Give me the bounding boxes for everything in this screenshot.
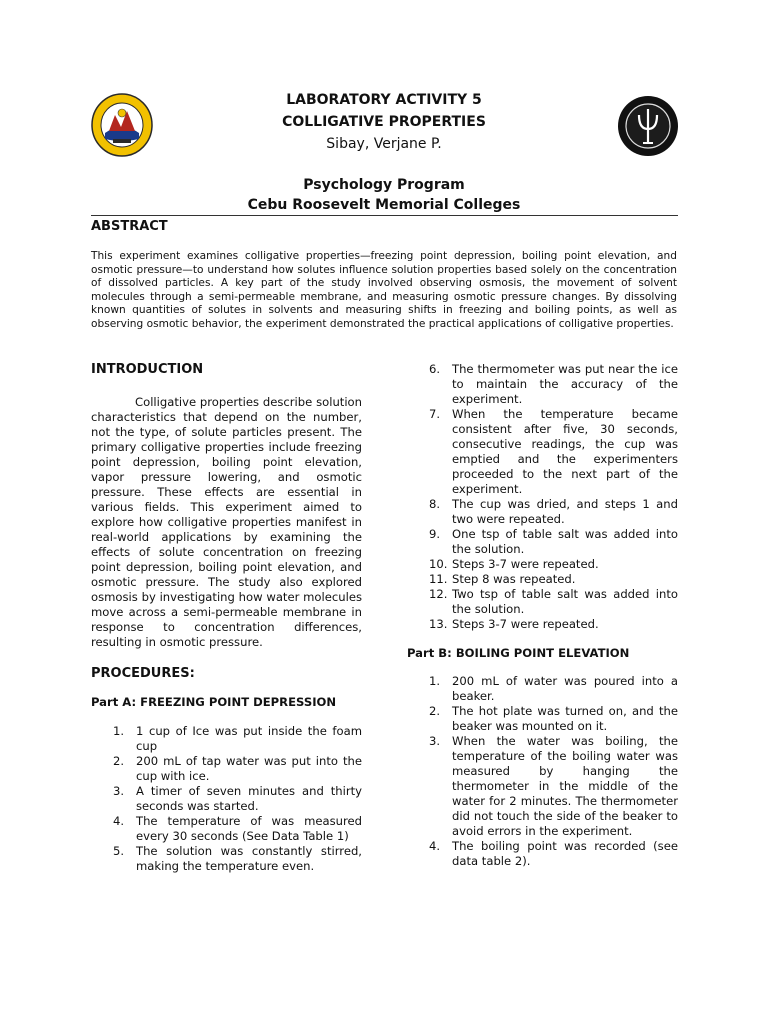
step-text: 200 mL of tap water was put into the cup with ice. [136,754,362,783]
step-number: 6. [429,362,441,376]
step-text: The temperature of was measured every 30 seconds (See Data Table 1) [136,814,362,843]
procedure-step [407,704,678,734]
step-text: Two tsp of table salt was added into the solution. [452,587,678,616]
step-text: 200 mL of water was poured into a beaker. [452,674,678,703]
part-a-steps-left [91,724,362,874]
step-text: Step 8 was repeated. [452,572,576,586]
step-text: The boiling point was recorded (see data table 2). [452,839,678,868]
procedure-step [91,784,362,814]
step-text: The thermometer was put near the ice to maintain the accuracy of the experiment. [452,362,678,406]
procedure-step [407,407,678,497]
part-a-steps-right [407,362,678,632]
right-column [407,362,678,869]
school-name: Cebu Roosevelt Memorial Colleges [247,197,521,213]
step-number: 5. [113,844,125,858]
part-a-heading: Part A: FREEZING POINT DEPRESSION [91,695,337,709]
part-b-steps [407,674,678,869]
abstract-heading: ABSTRACT [91,219,168,234]
procedure-step [407,497,678,527]
left-column [91,362,362,874]
step-text: The solution was constantly stirred, making the temperature even. [136,844,362,873]
step-number: 9. [429,527,441,541]
procedure-step [407,674,678,704]
procedure-step [407,362,678,407]
step-number: 11. [429,572,448,586]
procedure-step [91,814,362,844]
step-number: 1. [113,724,125,738]
procedure-step [407,557,678,572]
introduction-text: Colligative properties describe solution characteristics that depend on the number, not the type, of solute particles present. The primary colligative properties include freezing point depression, boiling point elevation, vapor pressure lowering, and osmotic pressure. These effects are essential in various fields. This experiment aimed to explore how colligative properties manifest in real-world applications by examining the effects of solute concentration on freezing point depression, boiling point elevation, and osmotic pressure. The study also explored osmosis by investigating how water molecules move across a semi-permeable membrane in response to concentration differences, resulting in osmotic pressure. [91,395,362,649]
step-number: 4. [429,839,441,853]
psychology-seal-logo [617,95,679,157]
lab-title: LABORATORY ACTIVITY 5 [286,92,482,108]
step-number: 4. [113,814,125,828]
step-text: The hot plate was turned on, and the beaker was mounted on it. [452,704,678,733]
step-number: 3. [429,734,441,748]
abstract-text: This experiment examines colligative properties—freezing point depression, boiling point elevation, and osmotic pressure—to understand how solutes influence solution properties based solely on the concentration of dissolved particles. A key part of the study involved observing osmosis, the movement of solvent molecules through a semi-permeable membrane, and measuring osmotic pressure changes. By dissolving known quantities of solutes in solvents and measuring shifts in freezing and boiling points, as well as observing osmotic behavior, the experiment demonstrated the practical applications of colligative properties. [91,250,677,330]
step-number: 3. [113,784,125,798]
procedure-step [91,724,362,754]
step-number: 7. [429,407,441,421]
author-name: Sibay, Verjane P. [326,136,442,152]
step-number: 10. [429,557,448,571]
procedure-step [407,734,678,839]
introduction-heading: INTRODUCTION [91,362,204,377]
step-text: When the temperature became consistent after five, 30 seconds, consecutive readings, the cup was emptied and the experimenters proceeded to the next part of the experiment. [452,407,678,496]
procedure-step [407,587,678,617]
step-number: 2. [113,754,125,768]
step-text: Steps 3-7 were repeated. [452,617,599,631]
step-text: Steps 3-7 were repeated. [452,557,599,571]
procedure-step [91,754,362,784]
step-number: 8. [429,497,441,511]
lab-subtitle: COLLIGATIVE PROPERTIES [282,114,486,130]
step-number: 1. [429,674,441,688]
step-text: One tsp of table salt was added into the solution. [452,527,678,556]
college-seal-logo [91,93,153,157]
procedure-step [407,617,678,632]
procedure-step [91,844,362,874]
step-text: The cup was dried, and steps 1 and two were repeated. [452,497,678,526]
header-divider [91,215,678,216]
step-number: 2. [429,704,441,718]
step-number: 12. [429,587,448,601]
procedures-heading: PROCEDURES: [91,666,195,681]
step-number: 13. [429,617,448,631]
step-text: When the water was boiling, the temperature of the boiling water was measured by hanging the thermometer in the middle of the water for 2 minutes. The thermometer did not touch the side of the beaker to avoid errors in the experiment. [452,734,678,838]
step-text: A timer of seven minutes and thirty seconds was started. [136,784,362,813]
procedure-step [407,572,678,587]
part-b-heading: Part B: BOILING POINT ELEVATION [407,646,630,660]
step-text: 1 cup of Ice was put inside the foam cup [136,724,362,753]
program-name: Psychology Program [303,177,465,193]
procedure-step [407,839,678,869]
procedure-step [407,527,678,557]
